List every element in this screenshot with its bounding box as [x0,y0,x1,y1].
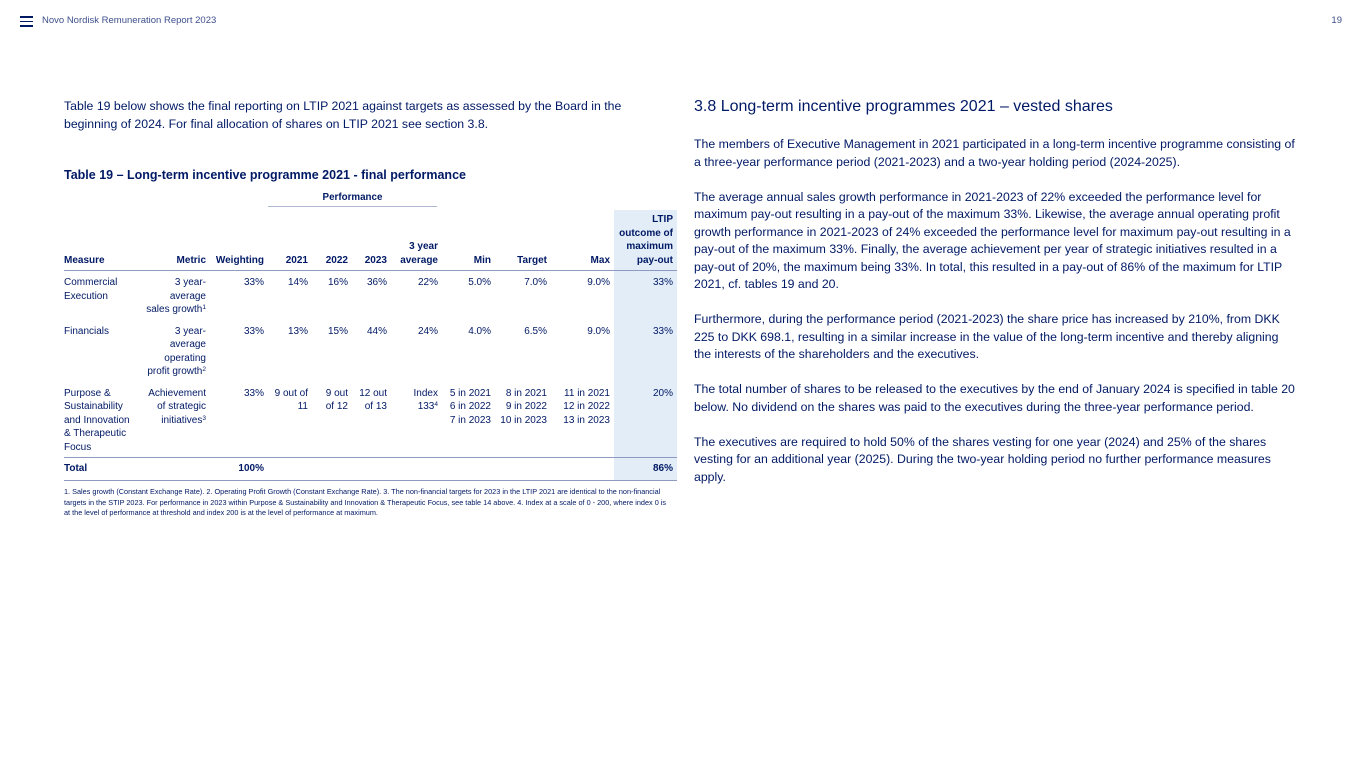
body-paragraph: The total number of shares to be released to the executives by the end of January 2024 is specified in table 20 below. No dividend on the shares was paid to the executives during the three-year performance period. [694,382,1295,414]
measure-cell: Financials [64,325,110,337]
body-paragraph: The members of Executive Management in 2021 participated in a long-term incentive programme consisting of a three-year performance period (2021-2023) and a two-year holding period (2024-2025). [694,137,1295,169]
total-label: Total [64,458,140,481]
min-cell: 5 in 2021 6 in 2022 7 in 2023 [449,387,491,426]
metric-cell: Achievement of strategic initiatives$^3$ [148,387,206,426]
outcome-cell: 20% [614,382,677,458]
value-2023-cell: 36% [366,277,387,288]
table-header-row [64,210,677,271]
total-row [64,458,677,481]
page-number: 19 [1331,15,1342,26]
metric-cell: 3 year-average sales growth$^1$ [146,277,206,315]
value-2022-cell: 9 out of 12 [325,387,348,412]
measure-cell: Purpose & Sustainability and Innovation & Therapeutic Focus [64,387,130,453]
total-weighting: 100% [210,458,268,481]
weighting-cell: 33% [243,277,264,288]
hamburger-menu-icon[interactable] [20,16,33,27]
table-title: Table 19 – Long-term incentive programme 2021 - final performance [64,168,466,182]
outcome-cell: 33% [614,271,677,320]
value-2023-cell: 44% [366,325,387,337]
target-cell: 7.0% [524,277,547,288]
weighting-cell: 33% [243,387,264,399]
column-header: Weighting [210,210,268,271]
average-cell: 24% [417,325,438,337]
column-header: Target [495,210,551,271]
column-header: LTIP outcome of maximum pay-out [614,210,677,271]
section-body [694,136,1298,504]
value-2023-cell: 12 out of 13 [359,387,387,412]
ltip-performance-table [64,210,677,481]
report-title: Novo Nordisk Remuneration Report 2023 [42,15,217,26]
column-header: 3 year average [391,210,442,271]
average-cell: 22% [417,277,438,288]
min-cell: 4.0% [468,325,491,337]
section-title: 3.8 Long-term incentive programmes 2021 – vested shares [694,98,1113,115]
column-header: Min [442,210,495,271]
max-cell: 9.0% [587,277,610,288]
body-paragraph: The average annual sales growth performance in 2021-2023 of 22% exceeded the performance level for maximum pay-out resulting in a pay-out of the maximum 33%. Likewise, the average annual operating profit growth performance in 2021-2023 of 24% exceeded the performance level for maximum pay-out resulting in a pay-out of the maximum 33%. Finally, the average achievement per year of strategic initiatives resulted in a pay-out of 20%, the maximum being 33%. In total, this resulted in a pay-out of 86% of the maximum for LTIP 2021, cf. tables 19 and 20. [694,189,1291,291]
value-2021-cell: 13% [287,325,308,337]
column-header: 2023 [352,210,391,271]
table-row [64,271,677,320]
target-cell: 6.5% [524,325,547,337]
column-header: 2022 [312,210,352,271]
average-cell: Index $133^4$ [413,387,438,412]
value-2022-cell: 16% [327,277,348,288]
max-cell: 11 in 2021 12 in 2022 13 in 2023 [563,387,610,426]
column-header: Metric [140,210,210,271]
column-header: Measure [64,210,140,271]
outcome-cell: 33% [614,320,677,382]
column-header: Max [551,210,614,271]
performance-group-header: Performance [268,192,437,207]
total-outcome: 86% [614,458,677,481]
value-2021-cell: 9 out of 11 [274,387,308,412]
value-2022-cell: 15% [327,325,348,337]
weighting-cell: 33% [243,325,264,337]
body-paragraph: Furthermore, during the performance period (2021-2023) the share price has increased by 210%, from DKK 225 to DKK 698.1, resulting in a similar increase in the value of the long-term incentive and thereby aligning the interests of the shareholders and the executives. [694,312,1280,361]
table-row [64,320,677,382]
measure-cell: Commercial Execution [64,277,118,302]
max-cell: 9.0% [587,325,610,337]
table-row [64,382,677,458]
table-footnote: 1. Sales growth (Constant Exchange Rate). 2. Operating Profit Growth (Constant Exchange Rate). 3. The non-financial targets for 2023 in the LTIP 2021 are identical to the non-financial targets in the STIP 2023. For performance in 2023 within Purpose & Sustainability and Innovation & Therapeutic Focus, see table 14 above. 4. Index at a scale of 0 - 200, where index 0 is at the level of performance at threshold and index 200 is at the level of performance at maximum. [64,487,667,518]
intro-paragraph: Table 19 below shows the final reporting on LTIP 2021 against targets as assessed by the Board in the beginning of 2024. For final allocation of shares on LTIP 2021 see section 3.8. [64,99,622,131]
min-cell: 5.0% [468,277,491,288]
value-2021-cell: 14% [287,277,308,288]
top-bar [0,0,1365,44]
metric-cell: 3 year-average operating profit growth$^2$ [147,325,206,377]
column-header: 2021 [268,210,312,271]
target-cell: 8 in 2021 9 in 2022 10 in 2023 [500,387,547,426]
body-paragraph: The executives are required to hold 50% of the shares vesting for one year (2024) and 25% of the shares vesting for an additional year (2025). During the two-year holding period no further performance measures apply. [694,434,1271,484]
